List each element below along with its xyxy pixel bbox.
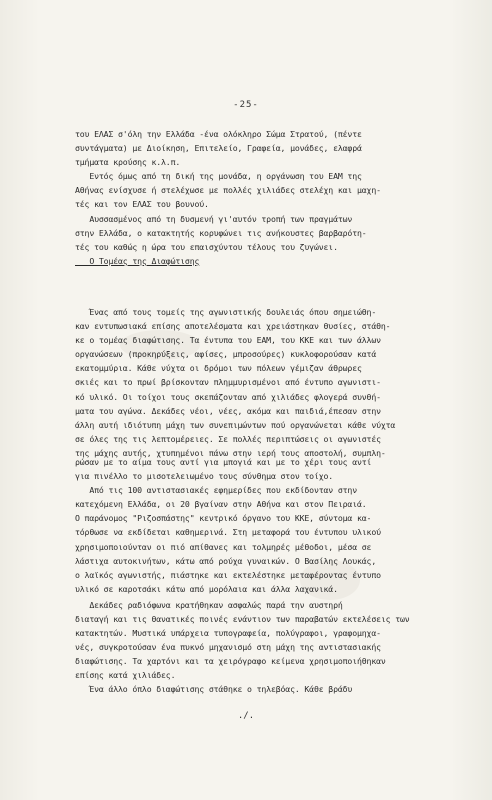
text-line: σε όλες της τις λεπτομέρειες. Σε πολλές περιπτώσεις οι αγωνιστές [75,433,381,444]
text-line: Ένα άλλο όπλο διαφώτισης στάθηκε ο τηλεβόας. Κάθε βράδυ [75,684,353,694]
text-line: τές του καθώς η ώρα του επαισχύντου τέλους του ζυγώνει. [75,242,338,252]
paragraph-block [75,682,485,696]
text-line: της μάχης αυτής, χτυπημένοι πάνω στην ιερή τους αποστολή, συμπλη- [75,447,386,458]
text-line: καν εντυπωσιακά επίσης αποτελέσματα και χρειάστηκαν θυσίες, στάθη- [75,321,391,332]
closing-mark: ./. [237,711,255,721]
text-line: τές και τον ΕΛΑΣ του βουνού. [75,199,209,210]
text-line: τόρθωσε να εκδίδεται καθημερινά. Στη μεταφορά του έντυπου υλικού [75,527,381,538]
text-line: ρώσαν με το αίμα τους αντί για μπογιά και με το χέρι τους αντί [75,457,372,467]
text-line: Ένας από τους τομείς της αγωνιστικής δουλειάς όπου σημειώθη- [75,307,377,317]
text-line: χρησιμοποιούνταν οι πιό απίθανες και τολμηρές μέθοδοι, μέσα σε [75,541,372,552]
section-heading: Ο Τομέας της Διαφώτισης [75,256,200,267]
text-line: του ΕΛΑΣ σ'όλη την Ελλάδα -ένα ολόκληρο Σώμα Στρατού, (πέντε [75,129,362,139]
text-line: τμήματα κρούσης κ.λ.π. [75,157,181,168]
page-number: -25- [233,100,259,110]
text-line: άλλη αυτή ιδιότυπη μάχη των συνεπιμώντων πού οργανώνεται κάθε νύχτα [75,419,396,430]
text-line: υλικό σε καροτσάκι κάτω από μορόλαια και άλλα λαχανικά. [75,583,338,594]
text-line: εκατομμύρια. Κάθε νύχτα οι δρόμοι των πόλεων γέμιζαν άθρωρες [75,363,362,374]
text-line: Ο παράνομος "Ριζοσπάστης" κεντρικό όργανο του ΚΚΕ, σύντομα κα- [75,513,372,524]
paragraph-block [75,127,485,240]
text-line: Εντός όμως από τη δική της μονάδα, η οργάνωση του ΕΑΜ της [75,171,362,182]
text-line: Από τις 100 αντιστασιακές εφημερίδες που εκδίδονταν στην [75,485,357,496]
paragraph-block [75,455,485,596]
text-line: Αθήνας ενίσχυσε ή στελέχωσε με πολλές χιλιάδες στελέχη και μαχη- [75,185,381,196]
text-line: Δεκάδες ραδιόφωνα κρατήθηκαν ασφαλώς παρά την αυστηρή [75,600,343,610]
text-line: κό υλικό. Οι τοίχοι τους σκεπάζονταν από χιλιάδες φλογερά συνθή- [75,391,381,402]
text-line: επίσης κατά χιλιάδες. [75,670,176,681]
text-line: συντάγματα) με Διοίκηση, Επιτελείο, Γραφεία, μονάδες, ελαφρά [75,143,362,154]
text-line: για πινέλλο το μισοτελειωμένο τους σύνθημα στον τοίχο. [75,471,334,482]
text-line: διαταγή και τις θανατικές ποινές ενάντιον των παραβατών εκτελέσεις των [75,614,410,625]
paragraph-block [75,240,485,268]
text-line: διαφώτισης. Τα χαρτόνι και τα χειρόγραφο κείμενα χρησιμοποιήθηκαν [75,656,386,667]
text-line: κατακτητών. Μυστικά υπάρχεια τυπογραφεία, πολύγραφοι, γραφομηχα- [75,628,381,639]
text-line: σκιές και το πρωί βρίσκονταν πλημμυρισμένοι από έντυπο αγωνιστι- [75,377,381,388]
text-line: λάστιχα αυτοκινήτων, κάτω από ρούχα γυναικών. Ο Βασίλης Λουκάς, [75,555,377,566]
text-line: Αυσσασμένος από τη δυσμενή γι'αυτόν τροπή των πραγμάτων [75,213,353,224]
text-line: νές, συγκροτούσαν ένα πυκνό μηχανισμό στη μάχη της αντιστασιακής [75,642,381,653]
text-line: οργανώσεων (προκηρύξεις, αφίσες, μπροσούρες) κυκλοφορούσαν κατά [75,349,377,360]
text-line: ματα του αγώνα. Δεκάδες νέοι, νέες, ακόμα και παιδιά,έπεσαν στην [75,405,381,416]
text-line: ο λαϊκός αγωνιστής, πιάστηκε και εκτελέστηκε μεταφέροντας έντυπο [75,569,381,580]
paragraph-block [75,305,485,460]
text-line: κατεχόμενη Ελλάδα, οι 20 βγαίναν στην Αθήνα και στον Πειραιά. [75,499,367,510]
paragraph-block [75,598,485,683]
text-line: στην Ελλάδα, ο κατακτητής κορυφώνει τις ανήκουστες βαρβαρότη- [75,227,367,238]
text-line: κε ο τομέας διαφώτισης. Τα έντυπα του ΕΑΜ, του ΚΚΕ και των άλλων [75,335,381,346]
